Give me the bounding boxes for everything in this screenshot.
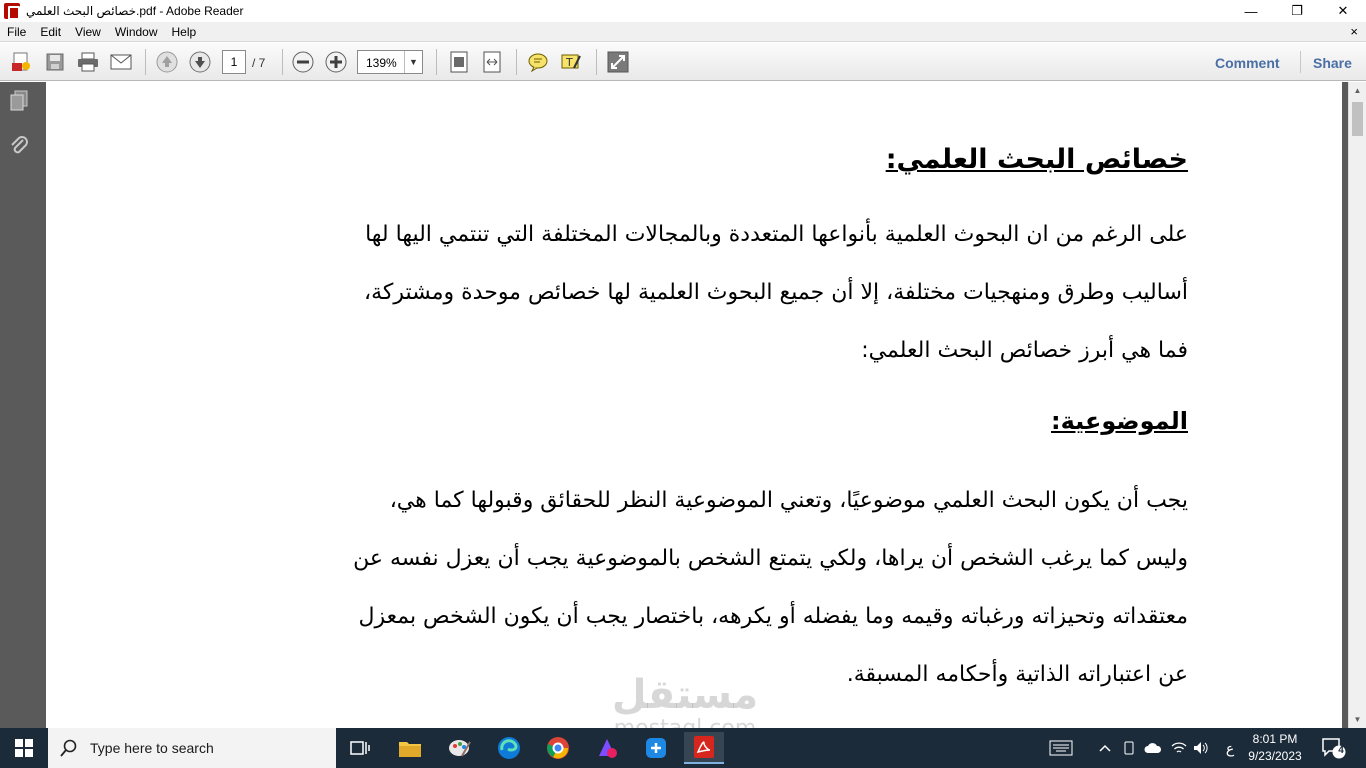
volume-icon[interactable] xyxy=(1191,728,1211,768)
wifi-icon[interactable] xyxy=(1168,728,1190,768)
toolbar-separator xyxy=(1300,51,1301,73)
next-page-icon[interactable] xyxy=(187,49,213,75)
document-close-button[interactable]: × xyxy=(1350,24,1358,39)
toolbar xyxy=(0,43,1366,81)
fit-page-icon[interactable] xyxy=(446,49,472,75)
file-explorer-icon[interactable] xyxy=(390,732,430,764)
windows-start-icon[interactable] xyxy=(0,728,48,768)
onedrive-icon[interactable] xyxy=(1142,728,1164,768)
menu-view[interactable]: View xyxy=(75,24,101,39)
previous-page-icon[interactable] xyxy=(154,49,180,75)
scroll-down-icon[interactable]: ▼ xyxy=(1353,715,1362,724)
taskbar xyxy=(0,728,1366,768)
title-bar xyxy=(0,0,1366,22)
taskbar-search-input[interactable] xyxy=(48,728,336,768)
page-total: / 7 xyxy=(252,56,266,70)
window-title: خصائص البحث العلمي.pdf - Adobe Reader xyxy=(26,4,244,18)
minimize-button[interactable]: — xyxy=(1244,3,1258,19)
attachments-panel-icon[interactable] xyxy=(8,134,30,156)
svg-text:T: T xyxy=(566,56,573,69)
chevron-down-icon[interactable]: ▼ xyxy=(404,51,422,73)
fit-width-icon[interactable] xyxy=(479,49,505,75)
paragraph-line: عن اعتباراته الذاتية وأحكامه المسبقة. xyxy=(846,662,1188,687)
zoom-in-icon[interactable] xyxy=(323,49,349,75)
zoom-out-icon[interactable] xyxy=(290,49,316,75)
document-viewport[interactable] xyxy=(38,82,1348,728)
notification-count: 4 xyxy=(1338,745,1344,756)
paragraph-line: يجب أن يكون البحث العلمي موضوعيًا، وتعني الموضوعية النظر للحقائق وقبولها كما هي، xyxy=(389,488,1188,513)
menu-window[interactable]: Window xyxy=(114,24,158,39)
email-icon[interactable] xyxy=(108,49,134,75)
edge-browser-icon[interactable] xyxy=(489,732,529,764)
zoom-select[interactable] xyxy=(357,50,423,74)
scroll-up-icon[interactable]: ▲ xyxy=(1353,86,1362,95)
pdf-page xyxy=(46,82,1342,728)
search-icon xyxy=(60,739,78,757)
navigation-pane xyxy=(0,82,38,728)
objectivity-paragraph xyxy=(193,472,1188,704)
touch-keyboard-icon[interactable] xyxy=(1044,728,1078,768)
chrome-browser-icon[interactable] xyxy=(538,732,578,764)
ai-app-icon[interactable] xyxy=(587,732,627,764)
menu-help[interactable]: Help xyxy=(171,24,197,39)
clock-time: 8:01 PM xyxy=(1252,732,1298,746)
paragraph-line: أساليب وطرق ومنهجيات مختلفة، إلا أن جميع البحوث العلمية لها خصائص موحدة ومشتركة، xyxy=(363,280,1188,305)
adobe-reader-icon xyxy=(4,3,20,19)
page-number-input[interactable]: 1 xyxy=(222,50,246,74)
scrollbar-thumb[interactable] xyxy=(1352,102,1363,136)
menu-edit[interactable]: Edit xyxy=(40,24,62,39)
save-icon[interactable] xyxy=(42,49,68,75)
share-button[interactable]: Share xyxy=(1313,55,1352,71)
taskbar-clock[interactable] xyxy=(1242,731,1308,765)
toolbar-separator xyxy=(145,49,146,75)
device-icon[interactable] xyxy=(1120,728,1138,768)
chevron-up-icon[interactable] xyxy=(1096,728,1114,768)
paragraph-line: معتقداته وتحيزاته ورغباته وقيمه وما يفضله أو يكرهه، باختصار يجب أن يكون الشخص بمعزل xyxy=(358,604,1188,629)
adobe-reader-taskbar-icon[interactable] xyxy=(684,732,724,764)
toolbar-separator xyxy=(596,49,597,75)
task-view-icon[interactable] xyxy=(340,732,380,764)
menu-bar xyxy=(0,22,1366,42)
close-button[interactable]: ✕ xyxy=(1337,3,1349,18)
print-icon[interactable] xyxy=(75,49,101,75)
paragraph-line: وليس كما يرغب الشخص أن يراها، ولكي يتمتع الشخص بالموضوعية يجب أن يعزل نفسه عن xyxy=(353,546,1188,571)
zoom-value: 139% xyxy=(366,56,397,70)
paragraph-line: على الرغم من ان البحوث العلمية بأنواعها المتعددة وبالمجالات المختلفة التي تنتمي اليها لها xyxy=(365,222,1188,247)
intro-paragraph xyxy=(193,206,1188,380)
comment-button[interactable]: Comment xyxy=(1215,55,1280,71)
fullscreen-icon[interactable] xyxy=(605,49,631,75)
vertical-scrollbar[interactable] xyxy=(1348,82,1366,728)
paragraph-line: فما هي أبرز خصائص البحث العلمي: xyxy=(861,338,1188,363)
menu-file[interactable]: File xyxy=(7,24,27,39)
toolbar-separator xyxy=(282,49,283,75)
create-pdf-icon[interactable] xyxy=(8,49,34,75)
toolbar-separator xyxy=(516,49,517,75)
search-placeholder: Type here to search xyxy=(90,740,214,756)
clock-date: 9/23/2023 xyxy=(1248,749,1302,763)
connect-app-icon[interactable] xyxy=(636,732,676,764)
restore-button[interactable]: ❐ xyxy=(1291,3,1303,18)
window-controls xyxy=(1228,0,1366,22)
input-language-indicator[interactable]: ع xyxy=(1225,739,1235,756)
highlight-text-icon[interactable] xyxy=(558,49,584,75)
sticky-note-icon[interactable] xyxy=(525,49,551,75)
document-heading: خصائص البحث العلمي: xyxy=(885,144,1188,175)
pages-panel-icon[interactable] xyxy=(8,90,30,112)
notification-center-icon[interactable] xyxy=(1318,734,1348,762)
paint-app-icon[interactable] xyxy=(440,732,480,764)
toolbar-separator xyxy=(436,49,437,75)
watermark-arabic: مستقل xyxy=(611,672,759,718)
document-subheading: الموضوعية: xyxy=(1051,407,1188,435)
